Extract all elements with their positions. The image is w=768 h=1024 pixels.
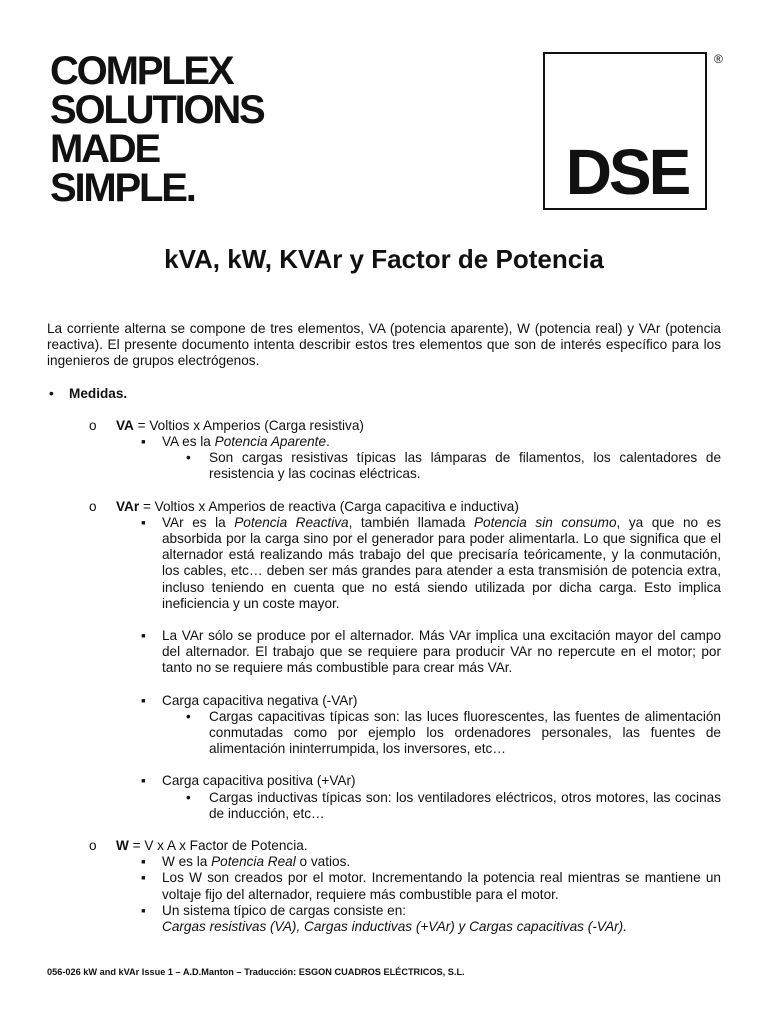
w-item-emph: Cargas resistivas (VA), Cargas inductivas (+VAr) y Cargas capacitivas (-VAr).	[162, 919, 627, 935]
dse-logo	[543, 52, 707, 210]
positive-load-detail	[47, 790, 721, 822]
w-subitem-3	[47, 903, 721, 935]
var-negative-load	[47, 693, 721, 709]
circle-marker: o	[89, 417, 97, 433]
var-paragraph-1	[47, 515, 721, 612]
slogan-line: SOLUTIONS	[50, 88, 264, 132]
negative-load-label: Carga capacitiva negativa (-VAr)	[162, 692, 358, 708]
w-item-text: Un sistema típico de cargas consiste en:	[162, 902, 407, 918]
slogan-line: MADE	[50, 127, 159, 171]
w-subitem-2	[47, 870, 721, 902]
positive-load-label: Carga capacitiva positiva (+VAr)	[162, 773, 356, 789]
va-detail-text: Son cargas resistivas típicas las lámparas de filamentos, los calentadores de resistencia y las cocinas eléctricas.	[209, 450, 721, 482]
var-term: VAr	[116, 498, 140, 514]
var-paragraph-2	[47, 628, 721, 677]
circle-marker: o	[89, 838, 97, 854]
logo-text: DSE	[565, 136, 689, 208]
w-item-text: o vatios.	[295, 854, 351, 870]
va-term: VA	[116, 417, 134, 433]
va-item-emph: Potencia Aparente	[214, 434, 327, 450]
va-item-suffix: .	[326, 434, 330, 450]
square-marker: ▪	[141, 870, 146, 886]
section-medidas	[47, 386, 721, 402]
w-subitem-1	[47, 854, 721, 870]
w-term: W	[116, 838, 129, 854]
square-marker: ▪	[141, 773, 146, 789]
var-p1-emph: Potencia Reactiva	[234, 514, 349, 530]
va-item-prefix: VA es la	[162, 434, 215, 450]
va-subitem	[47, 434, 721, 450]
va-detail	[47, 450, 721, 482]
var-p1-text: , ya que no es absorbida por la carga sino por el generador para poder alimentarla. Lo que significa que el alternador está realizando más trabajo del que precisaría teóricamente, y la conmutación, los cables, etc… deben ser más grandes para atender a esta transmisión de potencia extra, incluso teniendo en cuenta que no está siendo utilizada por dicha carga. Esto implica ineficiencia y un coste mayor.	[162, 514, 721, 611]
section-heading: Medidas.	[69, 385, 128, 401]
registered-mark: ®	[714, 52, 723, 66]
circle-marker: o	[89, 498, 97, 514]
w-item-text: Los W son creados por el motor. Incrementando la potencia real mientras se mantiene un voltaje fijo del alternador, requiere más combustible para el motor.	[162, 870, 721, 902]
positive-load-text: Cargas inductivas típicas son: los ventiladores eléctricos, otros motores, las cocinas de inducción, etc…	[209, 789, 721, 821]
slogan	[50, 49, 350, 210]
var-p1-emph: Potencia sin consumo	[473, 514, 617, 530]
page-footer: 056-026 kW and kVAr Issue 1 – A.D.Manton – Traducción: ESGON CUADROS ELÉCTRICOS, S.L.	[47, 967, 465, 977]
va-definition: = Voltios x Amperios (Carga resistiva)	[133, 417, 364, 433]
bullet-marker: •	[186, 789, 191, 805]
document-body	[47, 321, 721, 935]
bullet-marker: •	[49, 385, 54, 401]
square-marker: ▪	[141, 692, 146, 708]
var-p1-text: VAr es la	[162, 514, 235, 530]
var-positive-load	[47, 773, 721, 789]
square-marker: ▪	[141, 628, 146, 644]
bullet-marker: •	[186, 450, 191, 466]
slogan-line: SIMPLE.	[50, 166, 195, 210]
negative-load-text: Cargas capacitivas típicas son: las luces fluorescentes, las fuentes de alimentación conmutadas como por ejemplo los ordenadores personales, las fuentes de alimentación ininterrumpida, los inversores, etc…	[209, 708, 721, 757]
item-va	[47, 418, 721, 434]
item-w	[47, 838, 721, 854]
var-p2-text: La VAr sólo se produce por el alternador. Más VAr implica una excitación mayor del campo del alternador. El trabajo que se requiere para producir VAr no repercute en el motor; por tanto no se requiere más combustible para crear más VAr.	[162, 628, 721, 676]
w-item-text: W es la	[162, 854, 212, 870]
square-marker: ▪	[141, 514, 146, 530]
square-marker: ▪	[141, 434, 146, 450]
var-definition: = Voltios x Amperios de reactiva (Carga capacitiva e inductiva)	[139, 498, 519, 514]
var-p1-text: , también llamada	[348, 514, 474, 530]
slogan-line: COMPLEX	[50, 49, 233, 93]
square-marker: ▪	[141, 902, 146, 918]
intro-paragraph: La corriente alterna se compone de tres elementos, VA (potencia aparente), W (potencia real) y VAr (potencia reactiva). El presente documento intenta describir estos tres elementos que son de interés específico para los ingenieros de grupos electrógenos.	[47, 321, 721, 369]
negative-load-detail	[47, 709, 721, 758]
bullet-marker: •	[186, 708, 191, 724]
item-var	[47, 499, 721, 515]
w-definition: = V x A x Factor de Potencia.	[128, 838, 308, 854]
w-item-emph: Potencia Real	[211, 854, 296, 870]
document-title: kVA, kW, KVAr y Factor de Potencia	[164, 244, 604, 274]
square-marker: ▪	[141, 854, 146, 870]
